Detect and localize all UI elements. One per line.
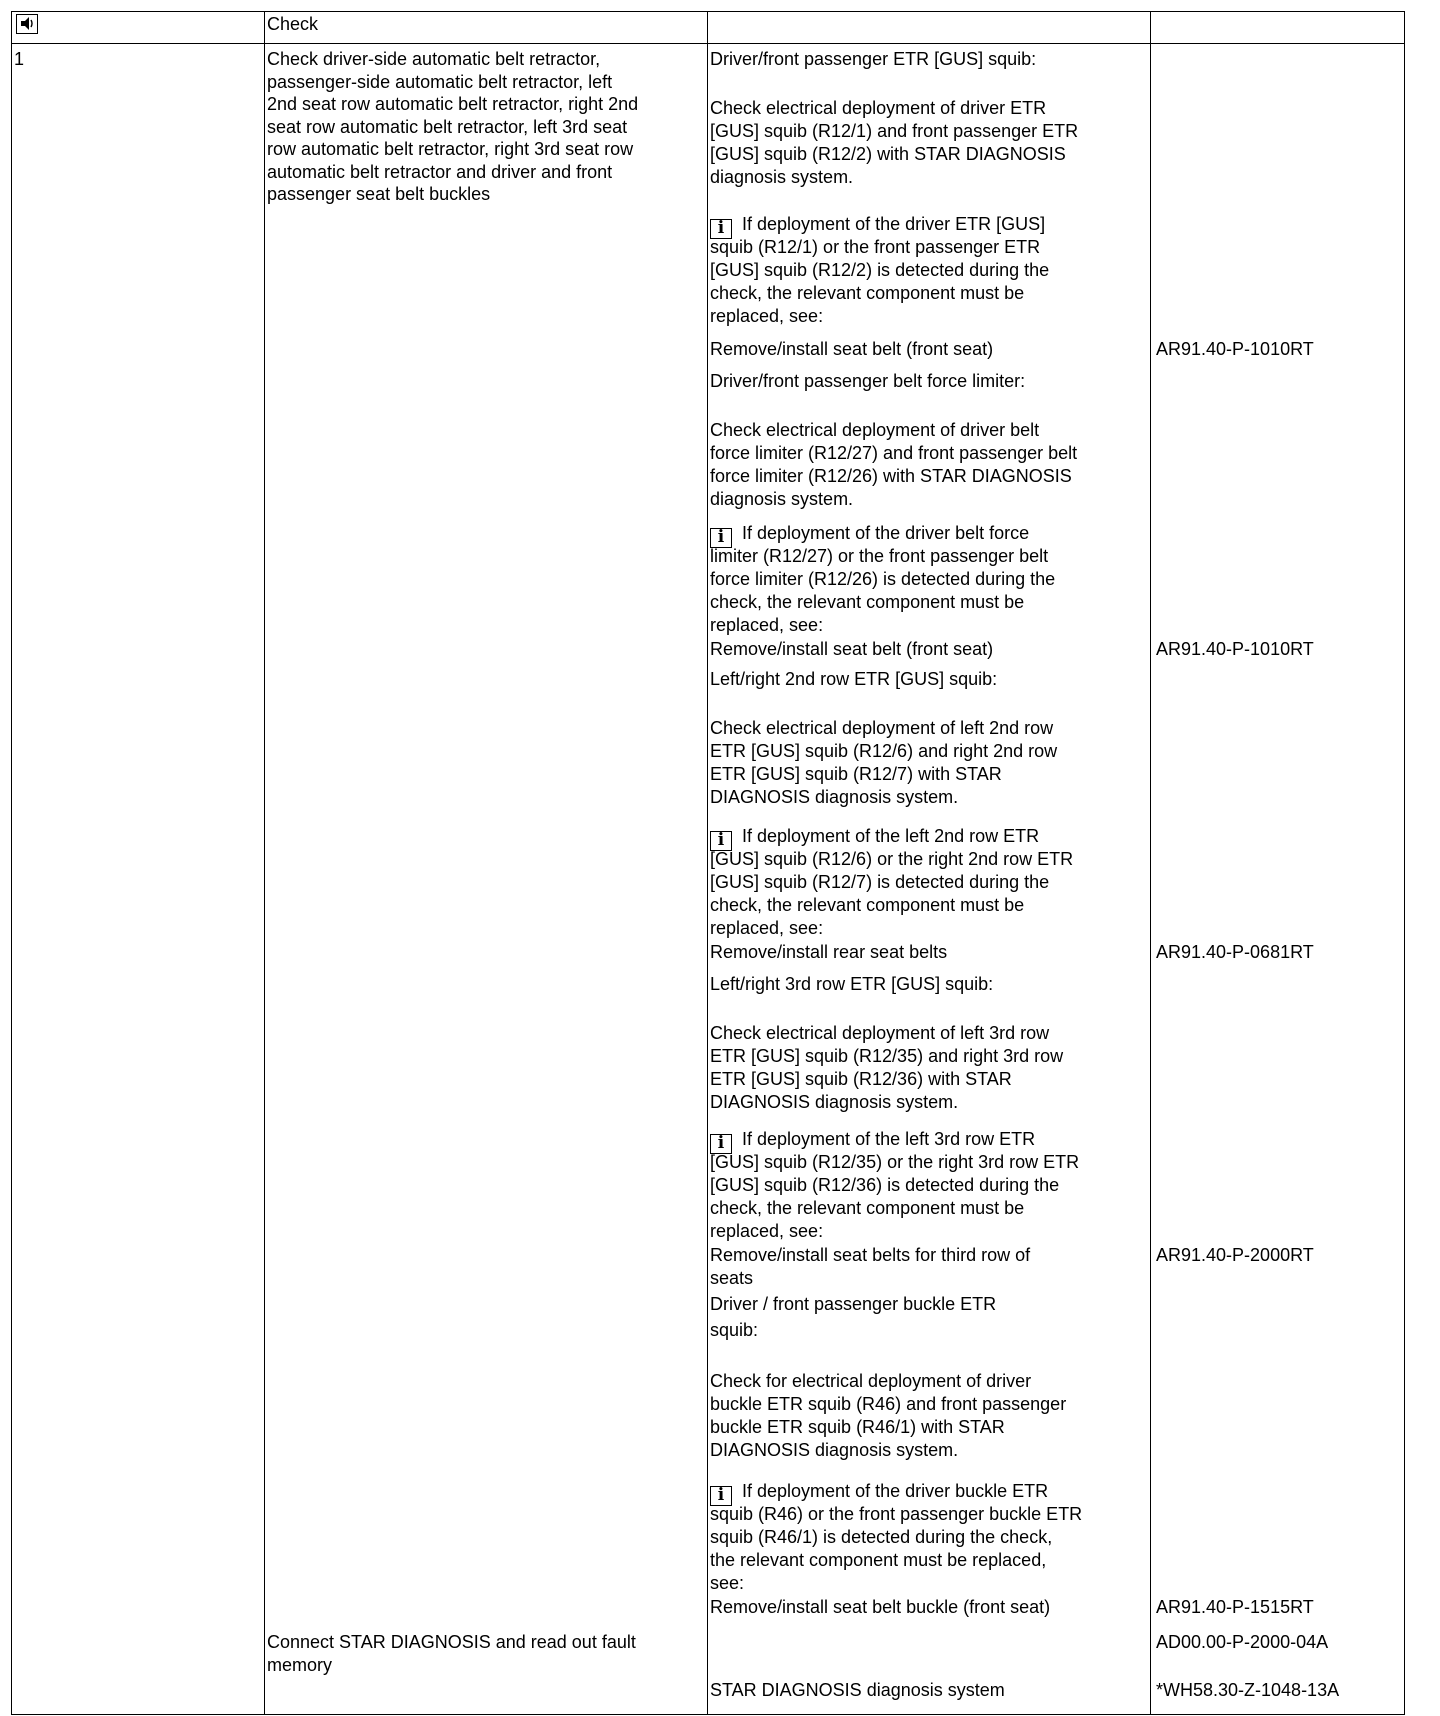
note-line: [GUS] squib (R12/7) is detected during the xyxy=(710,872,1050,892)
note-line: [GUS] squib (R12/6) or the right 2nd row ETR xyxy=(710,849,1074,869)
diagnosis-system-label: STAR DIAGNOSIS diagnosis system xyxy=(710,1680,1005,1700)
check-instruction-line: ETR [GUS] squib (R12/6) and right 2nd row xyxy=(710,741,1058,761)
note-line: squib (R46/1) is detected during the check, xyxy=(710,1527,1053,1547)
section-heading: Left/right 3rd row ETR [GUS] squib: xyxy=(710,974,994,994)
section-heading: squib: xyxy=(710,1320,759,1340)
check-instruction-line: ETR [GUS] squib (R12/36) with STAR xyxy=(710,1069,1012,1089)
procedure-reference[interactable]: AR91.40-P-1515RT xyxy=(1156,1597,1314,1617)
note-line: [GUS] squib (R12/2) is detected during the xyxy=(710,260,1050,280)
check-instruction-line: diagnosis system. xyxy=(710,167,854,187)
section-heading: Driver/front passenger ETR [GUS] squib: xyxy=(710,49,1037,69)
procedure-reference[interactable]: AR91.40-P-2000RT xyxy=(1156,1245,1314,1265)
note-line: see: xyxy=(710,1573,745,1593)
info-icon: i xyxy=(710,219,732,239)
note-line: limiter (R12/27) or the front passenger belt xyxy=(710,546,1049,566)
step-description-line: passenger-side automatic belt retractor, left xyxy=(267,71,613,92)
info-icon: i xyxy=(710,1134,732,1154)
step-description-line: 2nd seat row automatic belt retractor, right 2nd xyxy=(267,94,639,114)
note-line: the relevant component must be replaced, xyxy=(710,1550,1047,1570)
procedure-link[interactable]: Remove/install seat belts for third row of xyxy=(710,1245,1031,1265)
step-number: 1 xyxy=(14,49,25,69)
info-icon: i xyxy=(710,831,732,851)
procedure-link[interactable]: Remove/install seat belt (front seat) xyxy=(710,639,994,659)
note-line: replaced, see: xyxy=(710,1221,824,1241)
note-line: i If deployment of the left 3rd row ETR xyxy=(710,1128,1035,1154)
note-line: check, the relevant component must be xyxy=(710,283,1025,303)
step-description-line: passenger seat belt buckles xyxy=(267,184,491,204)
note-line: replaced, see: xyxy=(710,615,824,635)
section-heading: Driver / front passenger buckle ETR xyxy=(710,1294,997,1314)
check-instruction-line: ETR [GUS] squib (R12/35) and right 3rd row xyxy=(710,1046,1064,1066)
check-instruction-line: force limiter (R12/26) with STAR DIAGNOSIS xyxy=(710,466,1072,486)
connect-instruction-line: memory xyxy=(267,1655,333,1675)
column-divider-1 xyxy=(264,11,265,1715)
procedure-reference[interactable]: AR91.40-P-0681RT xyxy=(1156,942,1314,962)
note-line: i If deployment of the driver ETR [GUS] xyxy=(710,213,1045,239)
table-border-right xyxy=(1404,11,1405,1715)
note-line: force limiter (R12/26) is detected during the xyxy=(710,569,1056,589)
check-instruction-line: [GUS] squib (R12/2) with STAR DIAGNOSIS xyxy=(710,144,1066,164)
check-instruction-line: DIAGNOSIS diagnosis system. xyxy=(710,1092,959,1112)
section-heading: Driver/front passenger belt force limiter: xyxy=(710,371,1026,391)
check-instruction-line: Check electrical deployment of left 3rd row xyxy=(710,1023,1050,1043)
info-icon: i xyxy=(710,1486,732,1506)
diagnosis-system-reference[interactable]: *WH58.30-Z-1048-13A xyxy=(1156,1680,1340,1700)
note-line: squib (R46) or the front passenger buckle ETR xyxy=(710,1504,1083,1524)
procedure-link[interactable]: Remove/install seat belt (front seat) xyxy=(710,339,994,359)
step-description-line: seat row automatic belt retractor, left 3rd seat xyxy=(267,116,628,137)
note-line: i If deployment of the left 2nd row ETR xyxy=(710,825,1039,851)
note-line: check, the relevant component must be xyxy=(710,592,1025,612)
check-instruction-line: Check for electrical deployment of driver xyxy=(710,1371,1032,1391)
check-instruction-line: Check electrical deployment of left 2nd row xyxy=(710,718,1054,738)
column-divider-2 xyxy=(707,11,708,1715)
procedure-link[interactable]: Remove/install rear seat belts xyxy=(710,942,948,962)
check-instruction-line: DIAGNOSIS diagnosis system. xyxy=(710,1440,959,1460)
column-divider-3 xyxy=(1150,11,1151,1715)
check-instruction-line: Check electrical deployment of driver belt xyxy=(710,420,1040,440)
speaker-icon[interactable] xyxy=(16,14,38,34)
note-line: squib (R12/1) or the front passenger ETR xyxy=(710,237,1041,257)
check-instruction-line: diagnosis system. xyxy=(710,489,854,509)
header-check-label: Check xyxy=(267,14,319,34)
note-line: i If deployment of the driver buckle ETR xyxy=(710,1480,1048,1506)
check-instruction-line: DIAGNOSIS diagnosis system. xyxy=(710,787,959,807)
connect-instruction-line: Connect STAR DIAGNOSIS and read out fault xyxy=(267,1632,636,1652)
section-heading: Left/right 2nd row ETR [GUS] squib: xyxy=(710,669,998,689)
note-line: [GUS] squib (R12/35) or the right 3rd row ETR xyxy=(710,1152,1080,1172)
step-description-line: Check driver-side automatic belt retractor, xyxy=(267,49,601,69)
table-border-left xyxy=(11,11,12,1715)
note-line: replaced, see: xyxy=(710,918,824,938)
note-line: replaced, see: xyxy=(710,306,824,326)
check-instruction-line: buckle ETR squib (R46/1) with STAR xyxy=(710,1417,1005,1437)
procedure-reference[interactable]: AR91.40-P-1010RT xyxy=(1156,339,1314,359)
check-instruction-line: buckle ETR squib (R46) and front passenger xyxy=(710,1394,1067,1414)
procedure-link[interactable]: seats xyxy=(710,1268,754,1288)
step-description-line: automatic belt retractor and driver and front xyxy=(267,161,613,182)
info-icon: i xyxy=(710,528,732,548)
connect-reference-code[interactable]: AD00.00-P-2000-04A xyxy=(1156,1632,1329,1652)
check-instruction-line: Check electrical deployment of driver ETR xyxy=(710,98,1047,118)
procedure-link[interactable]: Remove/install seat belt buckle (front seat) xyxy=(710,1597,1051,1617)
check-instruction-line: [GUS] squib (R12/1) and front passenger ETR xyxy=(710,121,1079,141)
check-instruction-line: force limiter (R12/27) and front passenger belt xyxy=(710,443,1078,463)
note-line: check, the relevant component must be xyxy=(710,1198,1025,1218)
note-line: check, the relevant component must be xyxy=(710,895,1025,915)
check-instruction-line: ETR [GUS] squib (R12/7) with STAR xyxy=(710,764,1002,784)
step-description-line: row automatic belt retractor, right 3rd seat row xyxy=(267,139,634,159)
note-line: i If deployment of the driver belt force xyxy=(710,522,1029,548)
note-line: [GUS] squib (R12/36) is detected during the xyxy=(710,1175,1060,1195)
procedure-reference[interactable]: AR91.40-P-1010RT xyxy=(1156,639,1314,659)
